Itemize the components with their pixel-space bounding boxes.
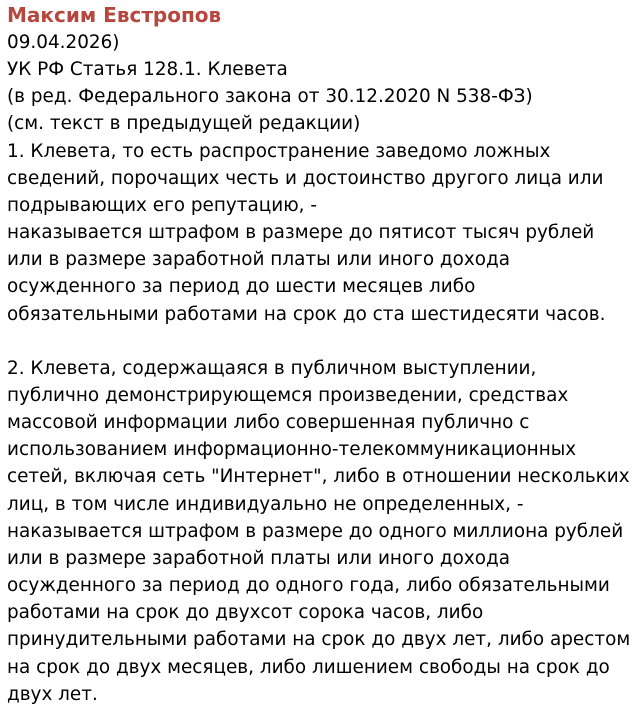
message-line: наказывается штрафом в размере до одного миллиона рублей — [7, 520, 624, 542]
message-text — [7, 29, 636, 708]
message-line: использованием информационно-телекоммуникационных — [7, 439, 577, 461]
message-line: сведений, порочащих честь и достоинство другого лица или — [7, 167, 604, 189]
message-author[interactable]: Максим Евстропов — [7, 3, 222, 27]
message-line: лиц, в том числе индивидуально не определенных, - — [7, 493, 524, 515]
message-line: 2. Клевета, содержащаяся в публичном выступлении, — [7, 357, 537, 379]
message-line: обязательными работами на срок до ста шестидесяти часов. — [7, 303, 606, 325]
message-line: публично демонстрирующемся произведении, средствах — [7, 385, 569, 407]
message-line: массовой информации либо совершенная публично с — [7, 412, 530, 434]
message-line: двух лет. — [7, 683, 98, 705]
message-line: (см. текст в предыдущей редакции) — [7, 113, 361, 135]
message-line: сетей, включая сеть "Интернет", либо в отношении нескольких — [7, 466, 630, 488]
message-line: осужденного за период до одного года, либо обязательными — [7, 575, 610, 597]
message-line: осужденного за период до шести месяцев либо — [7, 276, 476, 298]
message-line: или в размере заработной платы или иного дохода — [7, 249, 511, 271]
message-line: УК РФ Статья 128.1. Клевета — [7, 59, 288, 81]
message-line: 09.04.2026) — [7, 32, 120, 53]
message-line: принудительными работами на срок до двух лет, либо арестом — [7, 629, 631, 651]
message-line: подрывающих его репутацию, - — [7, 194, 318, 216]
message-line: или в размере заработной платы или иного дохода — [7, 547, 511, 569]
message-line: (в ред. Федерального закона от 30.12.2020 N 538-ФЗ) — [7, 86, 533, 108]
message-line: на срок до двух месяцев, либо лишением свободы на срок до — [7, 656, 610, 678]
message-line: наказывается штрафом в размере до пятисот тысяч рублей — [7, 222, 595, 244]
message-line: 1. Клевета, то есть распространение заведомо ложных — [7, 140, 551, 162]
message-line: работами на срок до двухсот сорока часов, либо — [7, 602, 484, 624]
message-line — [7, 328, 636, 355]
